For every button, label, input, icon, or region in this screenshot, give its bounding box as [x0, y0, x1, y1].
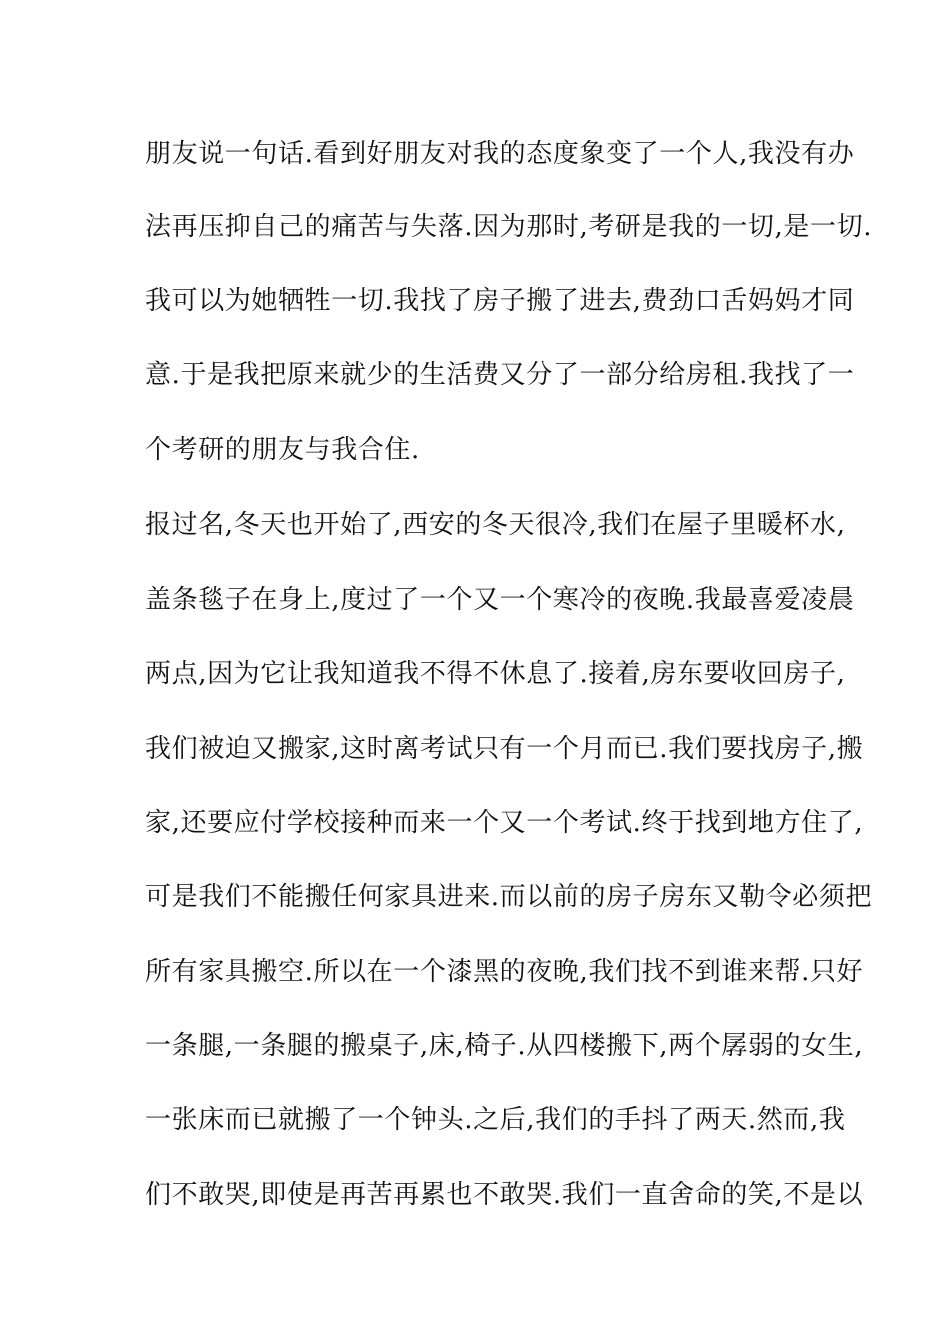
- text-line: 们不敢哭,即使是再苦再累也不敢哭.我们一直舍命的笑,不是以: [145, 1180, 864, 1210]
- text-line: 一条腿,一条腿的搬桌子,床,椅子.从四楼搬下,两个孱弱的女生,: [145, 1031, 864, 1061]
- text-line: 朋友说一句话.看到好朋友对我的态度象变了一个人,我没有办: [145, 139, 855, 169]
- text-line: 一张床而已就搬了一个钟头.之后,我们的手抖了两天.然而,我: [145, 1105, 846, 1135]
- text-line: 盖条毯子在身上,度过了一个又一个寒冷的夜晚.我最喜爱凌晨: [145, 585, 855, 615]
- text-line: 个考研的朋友与我合住.: [145, 435, 420, 465]
- text-line: 可是我们不能搬任何家具进来.而以前的房子房东又勒令必须把: [145, 882, 873, 912]
- text-line: 所有家具搬空.所以在一个漆黑的夜晚,我们找不到谁来帮.只好: [145, 957, 864, 987]
- text-line: 我可以为她牺牲一切.我找了房子搬了进去,费劲口舌妈妈才同: [145, 286, 855, 316]
- text-line: 两点,因为它让我知道我不得不休息了.接着,房东要收回房子,: [145, 659, 846, 689]
- text-line: 法再压抑自己的痛苦与失落.因为那时,考研是我的一切,是一切.: [145, 212, 873, 242]
- text-line: 报过名,冬天也开始了,西安的冬天很冷,我们在屋子里暖杯水,: [145, 510, 846, 540]
- text-line: 意.于是我把原来就少的生活费又分了一部分给房租.我找了一: [145, 360, 855, 390]
- text-line: 我们被迫又搬家,这时离考试只有一个月而已.我们要找房子,搬: [145, 734, 864, 764]
- text-line: 家,还要应付学校接种而来一个又一个考试.终于找到地方住了,: [145, 808, 864, 838]
